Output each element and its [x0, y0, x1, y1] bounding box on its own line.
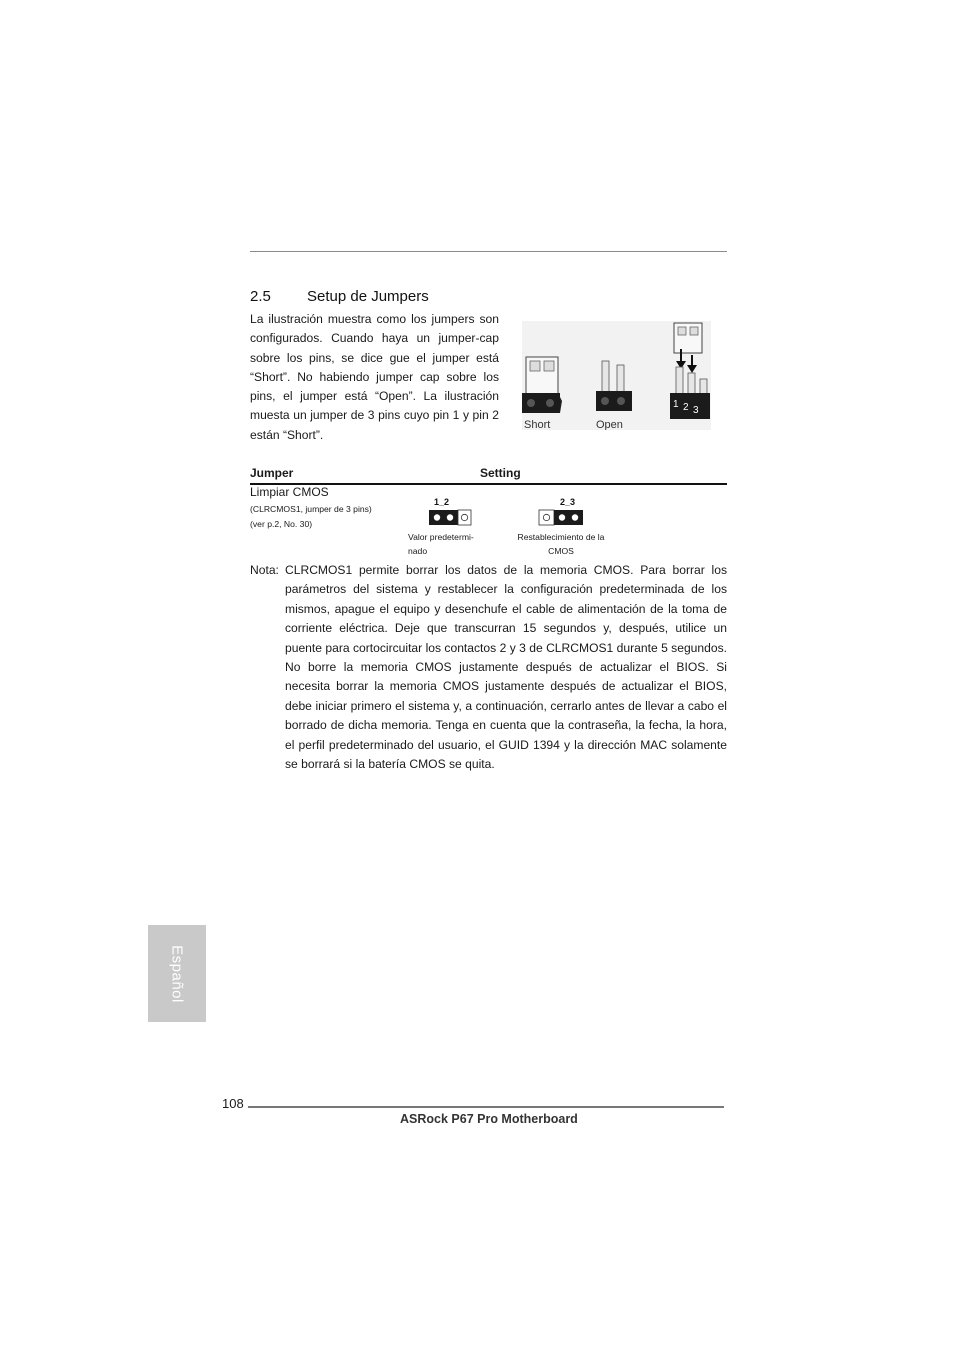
table-header-jumper: Jumper — [250, 466, 294, 480]
intro-paragraph: La ilustración muestra como los jumpers son configurados. Cuando haya un jumper-cap sobre los pins, se dice gue el jumper está “Short”. No habiendo jumper cap sobre los pins, el jumper está “Open”. La ilustración muesta un jumper de 3 pins cuyo pin 1 y pin 2 están “Short”. — [250, 312, 499, 442]
jumper-reference: (ver p.2, No. 30) — [250, 519, 313, 529]
jumper-detail: (CLRCMOS1, jumper de 3 pins) — [250, 504, 372, 514]
language-tab — [148, 925, 206, 1022]
note-body: CLRCMOS1 permite borrar los datos de la memoria CMOS. Para borrar los parámetros del sistema y restablecer la configuración predeterminada de los mismos, apague el equipo y desenchufe el cable de alimentación de la toma de corriente eléctrica. Deje que transcurran 15 segundos y, después, utilice un puente para cortocircuitar los contactos 2 y 3 de CLRCMOS1 durante 5 segundos. No borre la memoria CMOS justamente después de actualizar el BIOS. Si necesita borrar la memoria CMOS justamente después de actualizar el BIOS, debe iniciar primero el sistema y, a continuación, cerrarlo antes de llevar a cabo el borrado de dicha memoria. Tenga en cuenta que la contraseña, la fecha, la hora, el perfil predeterminado del usuario, el GUID 1394 y la dirección MAC solamente se borrará si la batería CMOS se quita. — [285, 563, 727, 772]
jumper-name: Limpiar CMOS — [250, 485, 329, 499]
footer-title: ASRock P67 Pro Motherboard — [400, 1112, 578, 1126]
caption-default: Valor predetermi-nado — [408, 532, 474, 556]
note-label: Nota: — [250, 563, 279, 577]
caption-clear: Restablecimiento de la CMOS — [517, 532, 605, 556]
pin-number-2: 2 — [683, 402, 689, 413]
pins-setting-default — [428, 495, 472, 527]
pin-number-1: 1 — [673, 399, 679, 410]
language-label: Español — [168, 944, 186, 1003]
jumper-illustration — [522, 321, 711, 430]
pin-number-3: 3 — [693, 405, 699, 416]
open-label: Open — [596, 419, 623, 430]
page-number: 108 — [222, 1096, 244, 1111]
pins-setting-clear — [538, 495, 584, 527]
short-label: Short — [524, 419, 551, 430]
section-title: Setup de Jumpers — [307, 288, 429, 305]
pins-label-clear: 2_3 — [560, 497, 576, 507]
section-heading — [250, 288, 429, 305]
top-rule — [250, 251, 727, 252]
short-jumper-graphic — [522, 357, 562, 413]
pins-label-default: 1_2 — [434, 497, 450, 507]
section-number: 2.5 — [250, 288, 271, 305]
footer-rule — [248, 1106, 724, 1108]
table-header-setting: Setting — [480, 466, 521, 480]
